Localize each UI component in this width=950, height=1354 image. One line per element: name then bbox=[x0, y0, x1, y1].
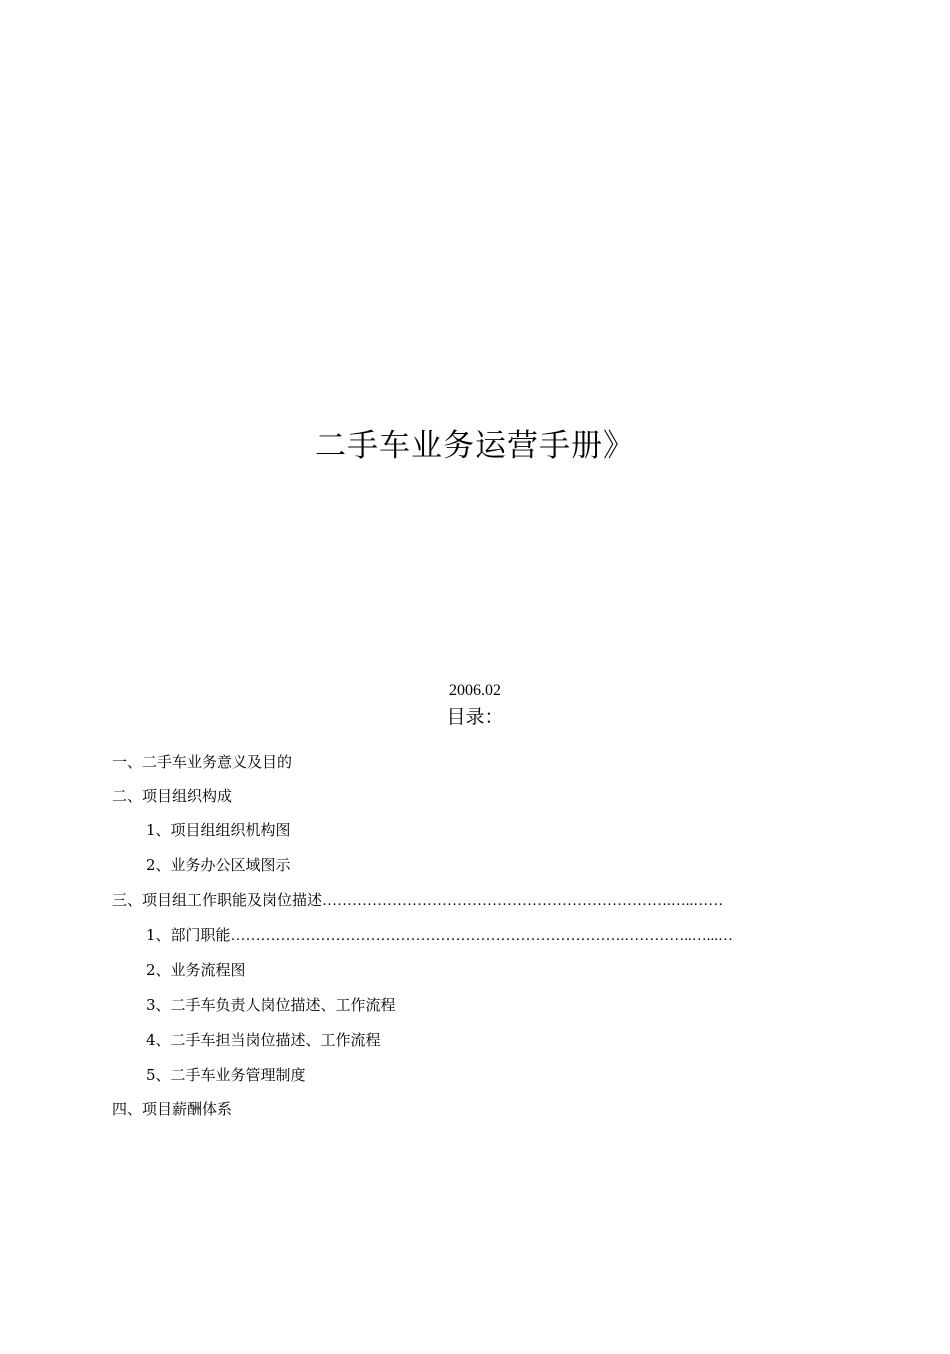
toc-item-section-2-2[interactable] bbox=[146, 855, 291, 876]
toc-item-section-3-1[interactable] bbox=[146, 925, 733, 946]
toc-item-section-2-1[interactable] bbox=[146, 820, 291, 841]
toc-item-section-3-2[interactable] bbox=[146, 960, 246, 981]
toc-item-label: 1、项目组组织机构图 bbox=[146, 821, 291, 839]
toc-heading: 目录： bbox=[446, 706, 504, 728]
toc-item-label: 2、业务流程图 bbox=[146, 961, 246, 979]
document-title: 二手车业务运营手册》 bbox=[315, 428, 635, 464]
toc-leader: …………………………………………………………….…..…… bbox=[322, 893, 724, 909]
toc-item-section-4[interactable] bbox=[112, 1099, 232, 1120]
toc-item-section-1[interactable] bbox=[112, 752, 292, 773]
toc-item-label: 四、项目薪酬体系 bbox=[112, 1100, 233, 1118]
toc-item-label: 5、二手车业务管理制度 bbox=[146, 1066, 306, 1084]
toc-item-section-2[interactable] bbox=[112, 786, 232, 807]
toc-item-label: 二、项目组织构成 bbox=[112, 787, 233, 805]
toc-leader: …………………………………………………………………….…………..…...… bbox=[230, 928, 734, 944]
toc-item-label: 一、二手车业务意义及目的 bbox=[112, 753, 293, 771]
toc-item-section-3[interactable] bbox=[112, 890, 723, 911]
toc-item-section-3-4[interactable] bbox=[146, 1030, 381, 1051]
toc-item-section-3-3[interactable] bbox=[146, 995, 396, 1016]
toc-item-label: 2、业务办公区域图示 bbox=[146, 856, 291, 874]
document-date: 2006.02 bbox=[449, 682, 501, 699]
toc-item-label: 三、项目组工作职能及岗位描述 bbox=[112, 891, 323, 909]
toc-item-section-3-5[interactable] bbox=[146, 1065, 306, 1086]
toc-item-label: 4、二手车担当岗位描述、工作流程 bbox=[146, 1031, 381, 1049]
toc-item-label: 3、二手车负责人岗位描述、工作流程 bbox=[146, 996, 396, 1014]
toc-item-label: 1、部门职能 bbox=[146, 926, 231, 944]
